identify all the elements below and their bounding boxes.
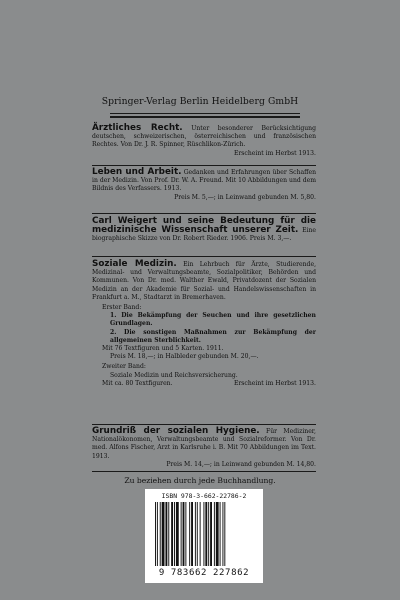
book-entry bbox=[92, 168, 316, 202]
barcode-bar bbox=[222, 502, 223, 566]
barcode-number: 9 783662 227862 bbox=[158, 568, 250, 578]
isbn-label: ISBN 978-3-662-22786-2 bbox=[161, 492, 247, 500]
divider bbox=[92, 165, 316, 166]
volume-info: Mit ca. 80 Textfiguren. bbox=[102, 379, 173, 387]
book-title: Leben und Arbeit. bbox=[92, 167, 182, 177]
divider bbox=[110, 116, 300, 118]
book-description: Ein Lehrbuch für Ärzte, Studierende, Medizinal- und Verwaltungsbeamte, Sozialpolitiker, Behörden und Kommunen. Von Dr. med. Walther Ewald, Privatdozent der Sozialen Medizin an der Akademie für Sozial- und Handelswissenschaften in Frankfurt a. M., Stadtarzt in Bremerhaven. bbox=[92, 261, 317, 301]
barcode-bar bbox=[185, 502, 186, 566]
barcode-bar bbox=[189, 502, 190, 566]
barcode-bar bbox=[214, 502, 215, 566]
book-title: Soziale Medizin. bbox=[92, 259, 177, 269]
barcode-bar bbox=[208, 502, 209, 566]
divider bbox=[92, 213, 316, 214]
book-description: Gedanken und Erfahrungen über Schaffen in der Medizin. Von Prof. Dr. W. A. Freund. Mit 10 Abbildungen und dem Bildnis des Verfassers. 1913. bbox=[92, 169, 317, 193]
book-title: Ärztliches Recht. bbox=[92, 123, 183, 133]
volume-label: Erster Band: bbox=[102, 304, 142, 312]
barcode-bar bbox=[197, 502, 198, 566]
volume-label: Zweiter Band: bbox=[102, 363, 146, 371]
barcode-bar bbox=[165, 502, 167, 566]
barcode-bar bbox=[162, 502, 165, 566]
barcode-bar bbox=[174, 502, 175, 566]
book-entry bbox=[92, 260, 316, 388]
barcode-bar bbox=[203, 502, 204, 566]
book-entry bbox=[92, 217, 316, 244]
barcode-bar bbox=[195, 502, 196, 566]
barcode-bar bbox=[191, 502, 193, 566]
barcode-bars bbox=[155, 502, 253, 566]
footer-note: Zu beziehen durch jede Buchhandlung. bbox=[124, 476, 276, 485]
volume-item: Soziale Medizin und Reichsversicherung. bbox=[110, 371, 238, 379]
barcode-bar bbox=[200, 502, 201, 566]
book-entry bbox=[92, 124, 316, 158]
barcode-bar bbox=[168, 502, 169, 566]
barcode-bar bbox=[157, 502, 158, 566]
barcode-bar bbox=[176, 502, 179, 566]
volume-info: Mit 76 Textfiguren und 5 Karten. 1911. bbox=[102, 345, 224, 353]
book-title: Carl Weigert und seine Bedeutung für die medizinische Wissenschaft unserer Zeit. bbox=[92, 216, 316, 236]
volume-info-row bbox=[102, 380, 316, 388]
divider bbox=[110, 113, 300, 114]
divider bbox=[92, 256, 316, 257]
barcode-bar bbox=[220, 502, 221, 566]
barcode-bar bbox=[224, 502, 225, 566]
volume-price: Preis M. 18,—; in Halbleder gebunden M. 20,—. bbox=[110, 353, 259, 361]
book-note: Preis M. 14,—; in Leinwand gebunden M. 14,80. bbox=[166, 460, 316, 468]
publisher-name: Springer-Verlag Berlin Heidelberg GmbH bbox=[101, 96, 299, 107]
divider bbox=[92, 424, 316, 425]
barcode bbox=[145, 489, 263, 583]
book-description: Für Mediziner, Nationalökonomen, Verwaltungsbeamte und Sozialreformer. Von Dr. med. Alfons Fischer, Arzt in Karlsruhe i. B. Mit 70 Abbildungen im Text. 1913. bbox=[92, 428, 316, 460]
barcode-bar bbox=[205, 502, 207, 566]
barcode-bar bbox=[171, 502, 173, 566]
book-description: Eine biographische Skizze von Dr. Robert Rieder. 1906. Preis M. 3,—. bbox=[92, 227, 317, 243]
barcode-bar bbox=[181, 502, 182, 566]
volume-item: 1. Die Bekämpfung der Seuchen und ihre gesetzlichen Grundlagen. bbox=[110, 312, 316, 328]
volume-item: 2. Die sonstigen Maßnahmen zur Bekämpfung der allgemeinen Sterblichkeit. bbox=[110, 328, 316, 344]
book-entry bbox=[92, 427, 316, 469]
book-note: Erscheint im Herbst 1913. bbox=[233, 149, 316, 157]
barcode-bar bbox=[183, 502, 185, 566]
barcode-bar bbox=[155, 502, 156, 566]
volume-note: Erscheint im Herbst 1913. bbox=[233, 379, 316, 387]
divider bbox=[92, 471, 316, 472]
book-note: Preis M. 5,—; in Leinwand gebunden M. 5,80. bbox=[174, 193, 316, 201]
barcode-bar bbox=[160, 502, 161, 566]
barcode-bar bbox=[216, 502, 219, 566]
book-description: Unter besonderer Berücksichtigung deutschen, schweizerischen, österreichischen und französischen Rechtes. Von Dr. J. R. Spinner, Rüschlikon-Zürich. bbox=[92, 125, 317, 149]
barcode-bar bbox=[210, 502, 212, 566]
book-title: Grundriß der sozialen Hygiene. bbox=[92, 426, 260, 436]
